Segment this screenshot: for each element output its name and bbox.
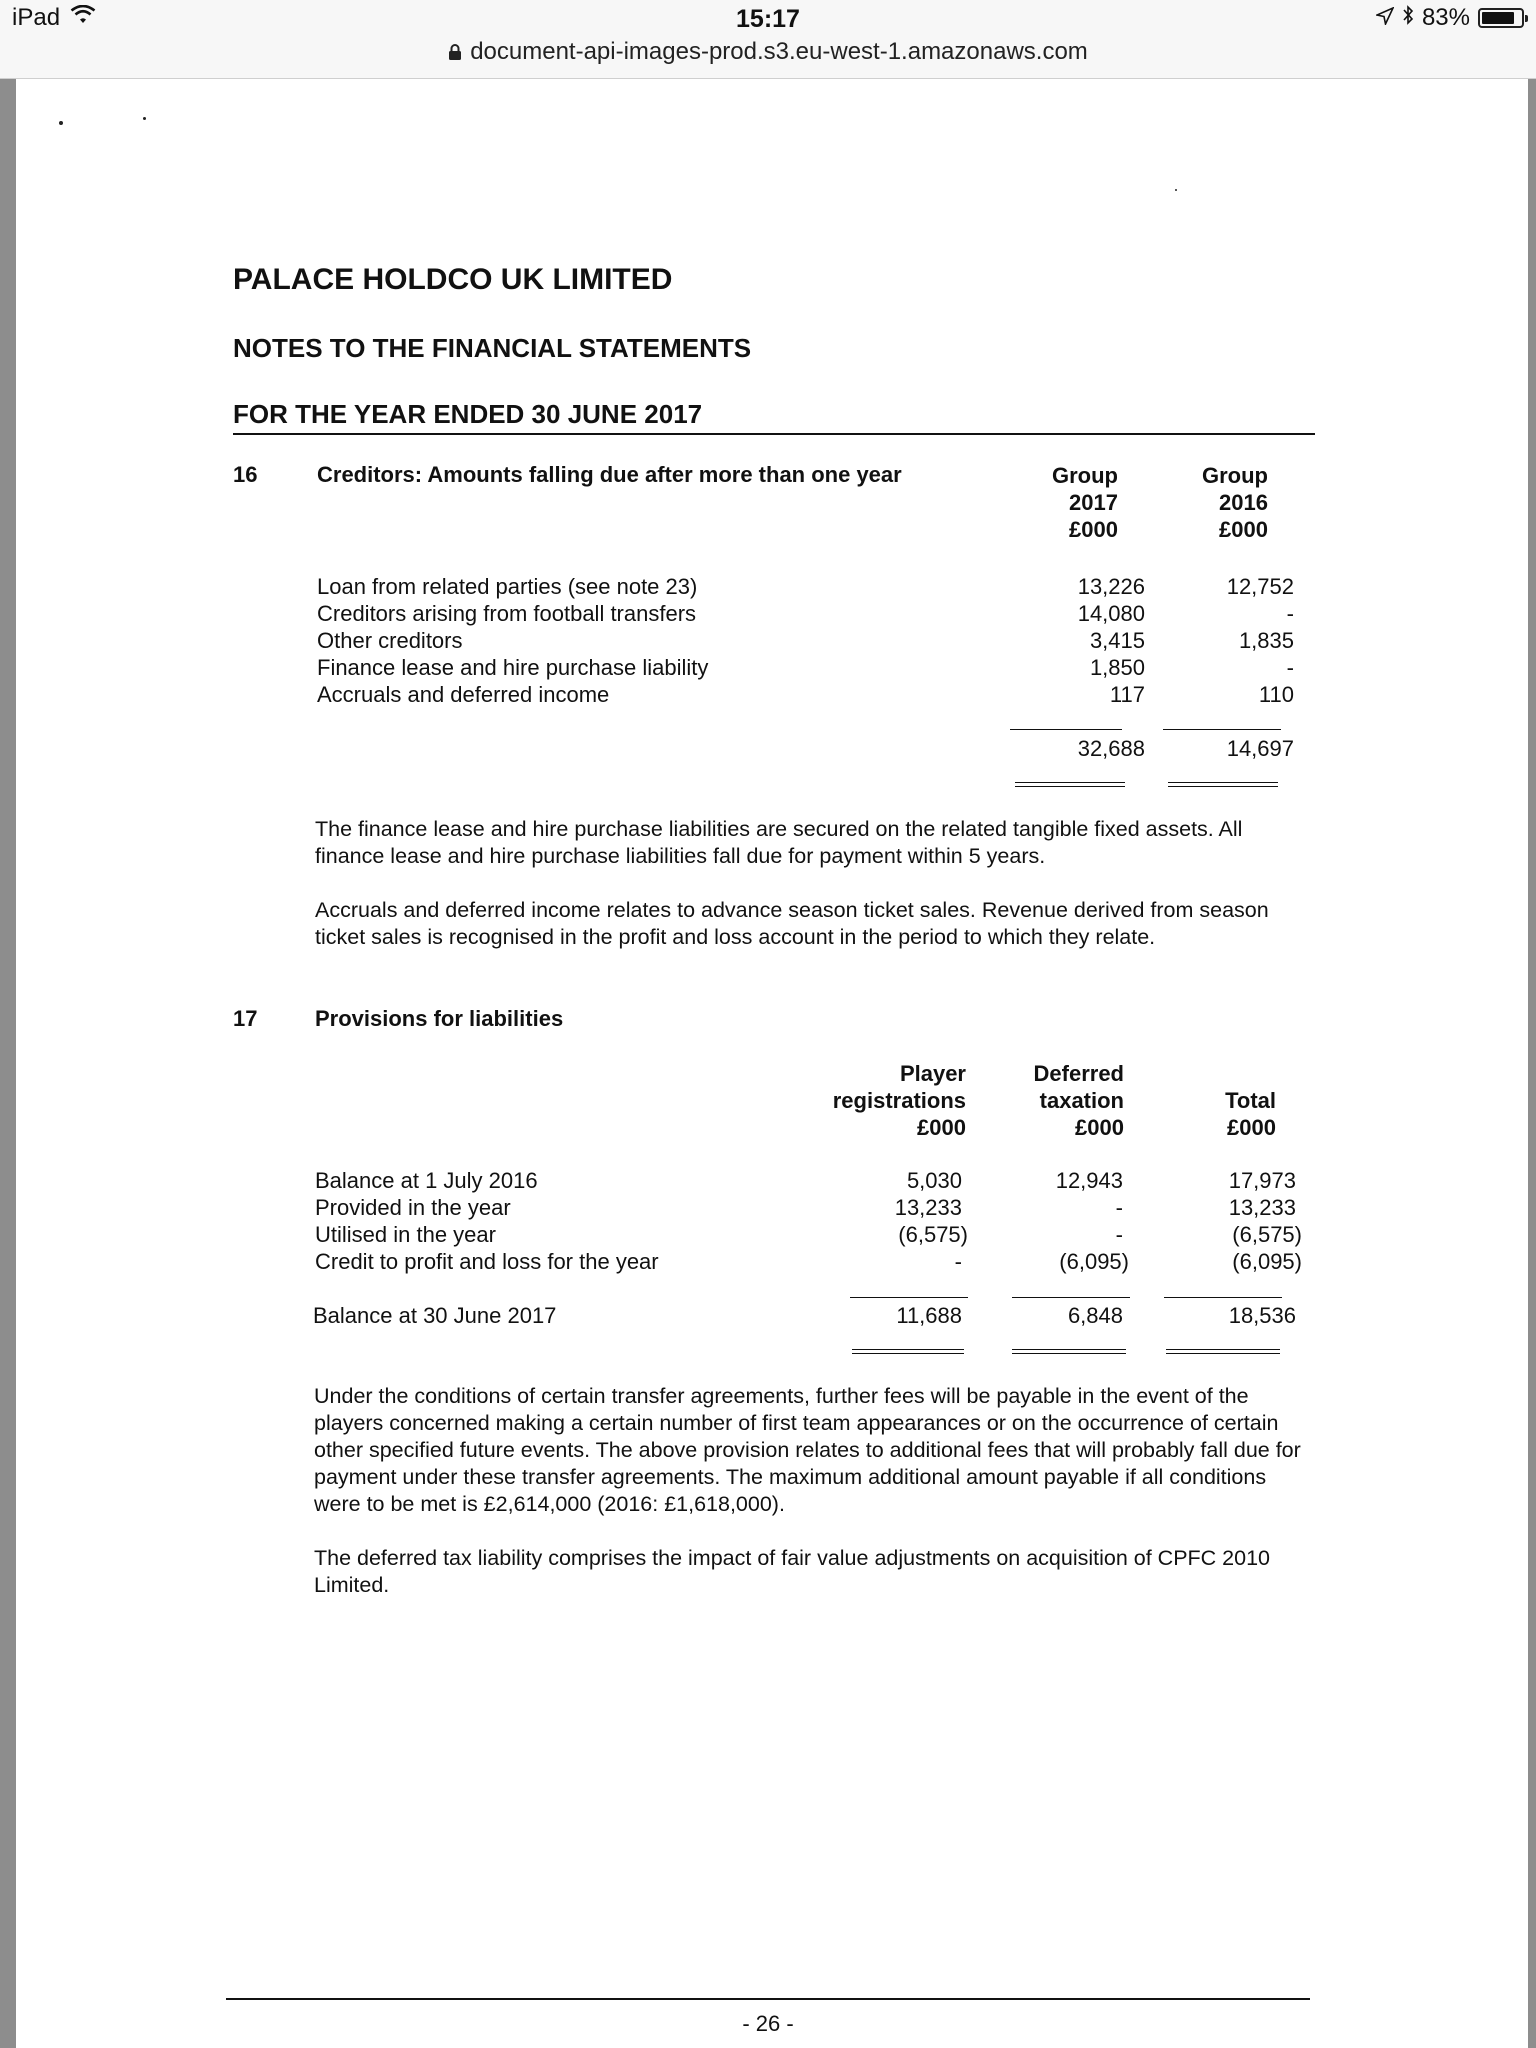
- column-header-line: 2017: [1069, 490, 1118, 515]
- table-row-label: Loan from related parties (see note 23): [317, 574, 698, 599]
- column-header-line: £000: [1227, 1115, 1276, 1140]
- table-cell-player: -: [954, 1249, 962, 1274]
- table-cell-deferred: 12,943: [1055, 1168, 1123, 1193]
- table-cell-2017: 1,850: [1089, 655, 1145, 680]
- device-label: iPad: [12, 4, 61, 31]
- column-header-line: 2016: [1219, 490, 1268, 515]
- note-number: 17: [233, 1006, 258, 1031]
- note-title: Provisions for liabilities: [315, 1006, 564, 1031]
- table-row-label: Other creditors: [317, 628, 463, 653]
- column-header-line: registrations: [832, 1088, 966, 1113]
- subtotal-rule: [850, 1297, 968, 1298]
- total-double-rule: [852, 1349, 964, 1350]
- closing-total: 18,536: [1228, 1303, 1296, 1328]
- battery-level-fill: [1482, 12, 1514, 24]
- subtotal-rule: [1012, 1297, 1130, 1298]
- address-bar[interactable]: [0, 38, 1536, 68]
- table-row-label: Accruals and deferred income: [317, 682, 610, 707]
- column-header-line: Player: [899, 1061, 966, 1086]
- table-cell-2016: 12,752: [1226, 574, 1294, 599]
- closing-deferred: 6,848: [1067, 1303, 1123, 1328]
- document-page: [16, 79, 1528, 2048]
- column-header-line: [1176, 1060, 1276, 1087]
- table-row-label: Utilised in the year: [315, 1222, 496, 1247]
- column-header-line: Deferred: [1033, 1061, 1124, 1086]
- column-header-line: £000: [917, 1115, 966, 1140]
- note-paragraph: The finance lease and hire purchase liabilities are secured on the related tangible fixed assets. All finance lease and hire purchase liabilities fall due for payment within 5 years.: [315, 817, 1243, 868]
- company-name: PALACE HOLDCO UK LIMITED: [233, 263, 673, 296]
- total-double-rule: [1166, 1349, 1280, 1350]
- note-paragraph: Accruals and deferred income relates to advance season ticket sales. Revenue derived from season ticket sales is recognised in the profit and loss account in the period to which they relate.: [315, 898, 1269, 949]
- document-subtitle: NOTES TO THE FINANCIAL STATEMENTS: [233, 333, 752, 363]
- table-row-label: Finance lease and hire purchase liability: [317, 655, 709, 680]
- total-double-rule: [1012, 1349, 1126, 1350]
- header-rule: [233, 433, 1315, 435]
- bluetooth-icon: [1402, 4, 1414, 32]
- battery-percent: 83%: [1421, 4, 1470, 31]
- table-row-label: Credit to profit and loss for the year: [315, 1249, 659, 1274]
- table-cell-deferred: -: [1115, 1195, 1123, 1220]
- table-row-label: Provided in the year: [315, 1195, 511, 1220]
- url-text: document-api-images-prod.s3.eu-west-1.amazonaws.com: [470, 38, 1088, 65]
- total-double-rule: [1012, 1353, 1126, 1354]
- scan-speck: [143, 117, 146, 120]
- table-cell-2016: -: [1286, 655, 1294, 680]
- table-cell-total: (6,095): [1232, 1249, 1302, 1274]
- table-cell-player: (6,575): [898, 1222, 968, 1247]
- column-header-line: taxation: [1039, 1088, 1124, 1113]
- status-right: [1376, 4, 1524, 32]
- column-header-line: Group: [1052, 463, 1118, 488]
- column-header-line: Group: [1202, 463, 1268, 488]
- table-row-label: Balance at 1 July 2016: [315, 1168, 538, 1193]
- clock: 15:17: [736, 5, 800, 33]
- column-header-line: Total: [1225, 1088, 1276, 1113]
- browser-status-bar: [0, 0, 1536, 79]
- column-header-total: [1176, 1060, 1276, 1141]
- battery-icon: [1478, 8, 1524, 28]
- total-double-rule: [1168, 782, 1278, 783]
- lock-icon: [448, 40, 462, 68]
- table-row-label: Creditors arising from football transfers: [317, 601, 697, 626]
- table-cell-2016: -: [1286, 601, 1294, 626]
- column-header-line: £000: [1075, 1115, 1124, 1140]
- table-cell-deferred: -: [1115, 1222, 1123, 1247]
- column-header-player-registrations: [806, 1060, 966, 1141]
- column-header-line: £000: [1069, 517, 1118, 542]
- note-number: 16: [233, 462, 258, 487]
- subtotal-rule: [1010, 729, 1122, 730]
- column-header-line: £000: [1219, 517, 1268, 542]
- closing-balance-label: Balance at 30 June 2017: [313, 1303, 557, 1328]
- note-paragraph: Under the conditions of certain transfer agreements, further fees will be payable in the event of the players concerned making a certain number of first team appearances or on the occurrence of certain other specified future events. The above provision relates to additional fees that will probably fall due for payment under these transfer agreements. The maximum additional amount payable if all conditions were to be met is £2,614,000 (2016: £1,618,000).: [314, 1384, 1301, 1516]
- subtotal-rule: [1163, 729, 1281, 730]
- table-cell-total: (6,575): [1232, 1222, 1302, 1247]
- subtotal-rule: [1164, 1297, 1282, 1298]
- closing-player: 11,688: [896, 1303, 962, 1328]
- total-2016: 14,697: [1226, 736, 1294, 761]
- location-arrow-icon: [1376, 4, 1394, 32]
- page-number: - 26 -: [742, 2011, 794, 2036]
- table-cell-deferred: (6,095): [1059, 1249, 1129, 1274]
- column-header-group-2016: [1168, 462, 1268, 543]
- column-header-group-2017: [1018, 462, 1118, 543]
- footer-rule: [226, 1998, 1310, 2000]
- scan-speck: [59, 121, 63, 125]
- table-cell-2017: 13,226: [1077, 574, 1145, 599]
- period-heading: FOR THE YEAR ENDED 30 JUNE 2017: [233, 399, 703, 429]
- note-paragraph: The deferred tax liability comprises the impact of fair value adjustments on acquisition of CPFC 2010 Limited.: [314, 1546, 1271, 1597]
- table-cell-player: 5,030: [906, 1168, 962, 1193]
- total-double-rule: [1015, 786, 1125, 787]
- note-title: Creditors: Amounts falling due after more than one year: [317, 462, 902, 487]
- table-cell-2017: 3,415: [1089, 628, 1145, 653]
- total-double-rule: [1015, 782, 1125, 783]
- total-double-rule: [1168, 786, 1278, 787]
- scan-speck: [1175, 189, 1177, 191]
- table-cell-2017: 117: [1109, 682, 1145, 707]
- column-header-deferred-taxation: [1006, 1060, 1124, 1141]
- total-double-rule: [1166, 1353, 1280, 1354]
- table-cell-total: 13,233: [1228, 1195, 1296, 1220]
- table-cell-2017: 14,080: [1077, 601, 1145, 626]
- table-cell-2016: 110: [1258, 682, 1294, 707]
- table-cell-total: 17,973: [1228, 1168, 1296, 1193]
- table-cell-2016: 1,835: [1238, 628, 1294, 653]
- total-double-rule: [852, 1353, 964, 1354]
- total-2017: 32,688: [1077, 736, 1145, 761]
- table-cell-player: 13,233: [894, 1195, 962, 1220]
